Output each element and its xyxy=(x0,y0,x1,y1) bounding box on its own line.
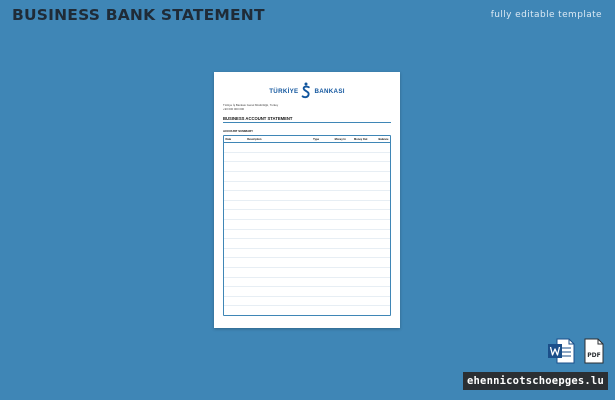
table-row xyxy=(224,258,390,268)
table-row xyxy=(224,210,390,220)
table-row xyxy=(224,268,390,278)
column-header-type: Type xyxy=(313,137,320,141)
column-header-date: Date xyxy=(225,137,232,141)
site-watermark: ehennicotschoepges.lu xyxy=(463,372,608,390)
page-subtitle: fully editable template xyxy=(490,10,602,20)
table-row xyxy=(224,230,390,240)
account-summary-title: ACCOUNT SUMMARY xyxy=(223,129,254,134)
transactions-table xyxy=(223,135,391,316)
bank-logo-mark-icon xyxy=(301,82,311,100)
address-line: +90 000 000 000 xyxy=(223,106,245,111)
pdf-label: PDF xyxy=(587,352,601,359)
table-row xyxy=(224,172,390,182)
table-row xyxy=(224,143,390,153)
brand-name-right: BANKASI xyxy=(314,87,345,95)
bank-logo xyxy=(223,82,391,100)
statement-document xyxy=(214,72,400,328)
brand-name-left: TÜRKİYE xyxy=(269,87,299,95)
table-row xyxy=(224,278,390,288)
column-header-description: Description xyxy=(247,137,262,141)
table-row xyxy=(224,220,390,230)
table-row xyxy=(224,297,390,307)
table-row xyxy=(224,239,390,249)
statement-title: BUSINESS ACCOUNT STATEMENT xyxy=(223,116,391,123)
table-row xyxy=(224,153,390,163)
page-title: BUSINESS BANK STATEMENT xyxy=(12,6,265,24)
column-header-money-in: Money In xyxy=(334,137,346,141)
table-row xyxy=(224,287,390,297)
table-row xyxy=(224,162,390,172)
table-row xyxy=(224,249,390,259)
table-header-row xyxy=(224,136,390,143)
address-line: Türkiye İş Bankası Genel Müdürlüğü, Turkey xyxy=(223,103,279,107)
table-row xyxy=(224,306,390,315)
table-row xyxy=(224,182,390,192)
table-row xyxy=(224,201,390,211)
column-header-money-out: Money Out xyxy=(353,137,368,141)
word-doc-icon[interactable] xyxy=(547,338,575,364)
pdf-doc-icon[interactable] xyxy=(583,338,605,364)
table-row xyxy=(224,191,390,201)
bank-address xyxy=(223,104,391,111)
column-header-balance: Balance xyxy=(378,137,389,141)
table-body xyxy=(224,143,390,315)
